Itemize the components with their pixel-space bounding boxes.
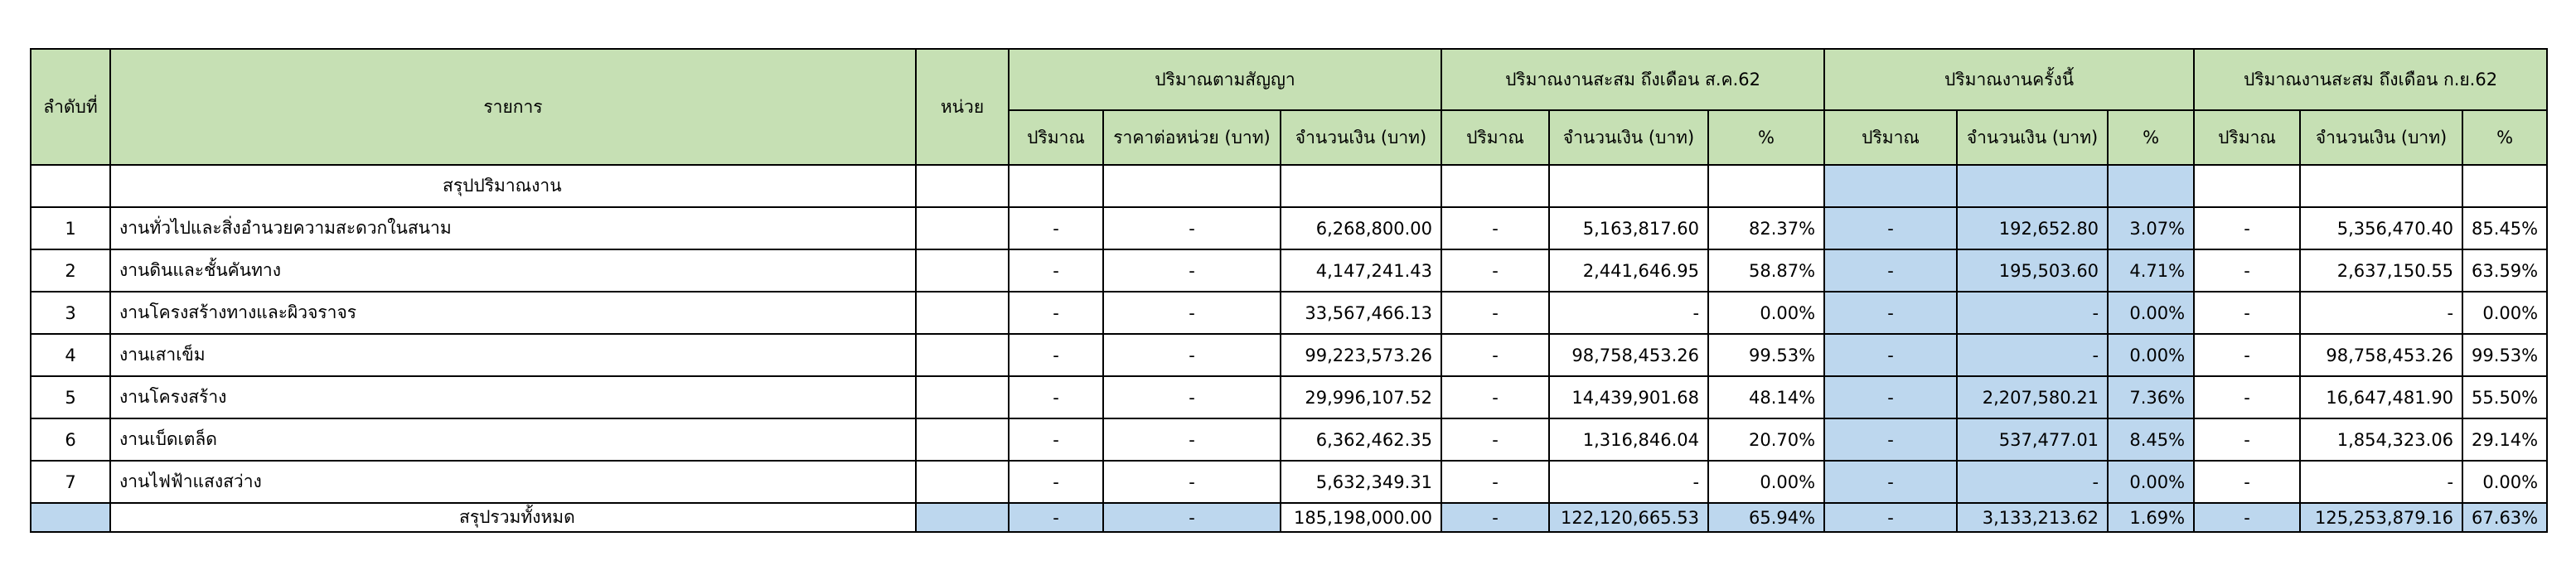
row-number: 7	[31, 461, 110, 503]
table-row	[31, 418, 2547, 461]
this-pct: 7.36%	[2108, 376, 2194, 418]
summary-label-row	[31, 165, 2547, 207]
header-group-prev-cumulative: ปริมาณงานสะสม ถึงเดือน ส.ค.62	[1441, 49, 1824, 110]
total-prev-pct: 65.94%	[1708, 503, 1824, 532]
total-cum-qty: -	[2194, 503, 2300, 532]
prev-amount: 14,439,901.68	[1549, 376, 1708, 418]
cum-amount: 98,758,453.26	[2300, 334, 2462, 376]
prev-amount: 2,441,646.95	[1549, 249, 1708, 292]
total-this-qty: -	[1824, 503, 1957, 532]
this-amount: 192,652.80	[1957, 207, 2108, 249]
total-this-amount: 3,133,213.62	[1957, 503, 2108, 532]
contract-amount: 33,567,466.13	[1281, 292, 1441, 334]
table-row	[31, 376, 2547, 418]
cell-empty	[1281, 165, 1441, 207]
prev-qty: -	[1441, 418, 1549, 461]
table-row	[31, 334, 2547, 376]
contract-amount: 99,223,573.26	[1281, 334, 1441, 376]
prev-amount: 98,758,453.26	[1549, 334, 1708, 376]
table-body	[31, 165, 2547, 503]
cum-pct: 0.00%	[2462, 292, 2547, 334]
unit-cell	[916, 461, 1009, 503]
header-this-qty: ปริมาณ	[1824, 110, 1957, 165]
this-amount: -	[1957, 334, 2108, 376]
contract-qty: -	[1009, 418, 1103, 461]
cell-empty	[916, 165, 1009, 207]
cell-empty	[31, 165, 110, 207]
contract-unit-price: -	[1103, 376, 1281, 418]
prev-qty: -	[1441, 249, 1549, 292]
cum-amount: -	[2300, 461, 2462, 503]
this-qty: -	[1824, 207, 1957, 249]
item-name: งานดินและชั้นคันทาง	[110, 249, 916, 292]
contract-unit-price: -	[1103, 207, 1281, 249]
item-name: งานโครงสร้างทางและผิวจราจร	[110, 292, 916, 334]
prev-qty: -	[1441, 334, 1549, 376]
header-this-amount: จำนวนเงิน (บาท)	[1957, 110, 2108, 165]
cum-qty: -	[2194, 249, 2300, 292]
this-qty: -	[1824, 292, 1957, 334]
cell-empty	[1957, 165, 2108, 207]
header-cum-pct: %	[2462, 110, 2547, 165]
total-row	[31, 503, 2547, 532]
total-contract-qty: -	[1009, 503, 1103, 532]
this-amount: 2,207,580.21	[1957, 376, 2108, 418]
table-row	[31, 249, 2547, 292]
row-number: 5	[31, 376, 110, 418]
this-amount: 537,477.01	[1957, 418, 2108, 461]
prev-qty: -	[1441, 461, 1549, 503]
header-group-this-period: ปริมาณงานครั้งนี้	[1824, 49, 2194, 110]
this-amount: -	[1957, 461, 2108, 503]
unit-cell	[916, 207, 1009, 249]
cell-empty	[1441, 165, 1549, 207]
cell-empty	[2108, 165, 2194, 207]
cum-amount: 5,356,470.40	[2300, 207, 2462, 249]
unit-cell	[916, 376, 1009, 418]
unit-cell	[916, 334, 1009, 376]
total-unit-cell	[916, 503, 1009, 532]
this-pct: 0.00%	[2108, 461, 2194, 503]
this-qty: -	[1824, 334, 1957, 376]
prev-pct: 58.87%	[1708, 249, 1824, 292]
unit-cell	[916, 249, 1009, 292]
prev-amount: -	[1549, 461, 1708, 503]
prev-pct: 0.00%	[1708, 292, 1824, 334]
prev-qty: -	[1441, 376, 1549, 418]
prev-amount: 1,316,846.04	[1549, 418, 1708, 461]
cum-pct: 63.59%	[2462, 249, 2547, 292]
unit-cell	[916, 292, 1009, 334]
item-name: งานไฟฟ้าแสงสว่าง	[110, 461, 916, 503]
prev-amount: 5,163,817.60	[1549, 207, 1708, 249]
contract-qty: -	[1009, 249, 1103, 292]
cell-empty	[2194, 165, 2300, 207]
this-qty: -	[1824, 418, 1957, 461]
total-cum-pct: 67.63%	[2462, 503, 2547, 532]
header-cum-amount: จำนวนเงิน (บาท)	[2300, 110, 2462, 165]
total-prev-amount: 122,120,665.53	[1549, 503, 1708, 532]
this-amount: 195,503.60	[1957, 249, 2108, 292]
total-cum-amount: 125,253,879.16	[2300, 503, 2462, 532]
row-number: 3	[31, 292, 110, 334]
cum-amount: 1,854,323.06	[2300, 418, 2462, 461]
prev-pct: 20.70%	[1708, 418, 1824, 461]
total-seq-cell	[31, 503, 110, 532]
cum-qty: -	[2194, 207, 2300, 249]
this-qty: -	[1824, 376, 1957, 418]
contract-qty: -	[1009, 334, 1103, 376]
this-qty: -	[1824, 249, 1957, 292]
contract-unit-price: -	[1103, 292, 1281, 334]
contract-qty: -	[1009, 461, 1103, 503]
cell-empty	[1824, 165, 1957, 207]
item-name: งานทั่วไปและสิ่งอำนวยความสะดวกในสนาม	[110, 207, 916, 249]
header-item: รายการ	[110, 49, 916, 165]
cum-qty: -	[2194, 461, 2300, 503]
header-contract-qty: ปริมาณ	[1009, 110, 1103, 165]
progress-table	[30, 48, 2548, 533]
header-cum-qty: ปริมาณ	[2194, 110, 2300, 165]
header-prev-pct: %	[1708, 110, 1824, 165]
cum-qty: -	[2194, 418, 2300, 461]
cum-qty: -	[2194, 376, 2300, 418]
total-contract-amount: 185,198,000.00	[1281, 503, 1441, 532]
cell-empty	[1103, 165, 1281, 207]
header-group-contract: ปริมาณตามสัญญา	[1009, 49, 1441, 110]
row-number: 4	[31, 334, 110, 376]
cum-pct: 0.00%	[2462, 461, 2547, 503]
header-contract-amount: จำนวนเงิน (บาท)	[1281, 110, 1441, 165]
header-contract-unit-price: ราคาต่อหน่วย (บาท)	[1103, 110, 1281, 165]
contract-amount: 5,632,349.31	[1281, 461, 1441, 503]
cum-pct: 99.53%	[2462, 334, 2547, 376]
prev-qty: -	[1441, 292, 1549, 334]
this-qty: -	[1824, 461, 1957, 503]
prev-pct: 99.53%	[1708, 334, 1824, 376]
item-name: งานโครงสร้าง	[110, 376, 916, 418]
prev-pct: 82.37%	[1708, 207, 1824, 249]
prev-pct: 0.00%	[1708, 461, 1824, 503]
item-name: งานเสาเข็ม	[110, 334, 916, 376]
this-pct: 4.71%	[2108, 249, 2194, 292]
this-pct: 0.00%	[2108, 334, 2194, 376]
header-group-cumulative: ปริมาณงานสะสม ถึงเดือน ก.ย.62	[2194, 49, 2547, 110]
contract-unit-price: -	[1103, 249, 1281, 292]
contract-qty: -	[1009, 292, 1103, 334]
table-row	[31, 461, 2547, 503]
unit-cell	[916, 418, 1009, 461]
cell-empty	[1708, 165, 1824, 207]
cum-pct: 29.14%	[2462, 418, 2547, 461]
header-this-pct: %	[2108, 110, 2194, 165]
cum-qty: -	[2194, 292, 2300, 334]
cell-empty	[2300, 165, 2462, 207]
contract-amount: 6,362,462.35	[1281, 418, 1441, 461]
total-label: สรุปรวมทั้งหมด	[110, 503, 916, 532]
header-seq: ลำดับที่	[31, 49, 110, 165]
contract-amount: 6,268,800.00	[1281, 207, 1441, 249]
this-pct: 3.07%	[2108, 207, 2194, 249]
table-row	[31, 207, 2547, 249]
cum-pct: 85.45%	[2462, 207, 2547, 249]
total-this-pct: 1.69%	[2108, 503, 2194, 532]
this-amount: -	[1957, 292, 2108, 334]
contract-unit-price: -	[1103, 461, 1281, 503]
cum-amount: 2,637,150.55	[2300, 249, 2462, 292]
total-contract-price: -	[1103, 503, 1281, 532]
cell-empty	[1009, 165, 1103, 207]
cell-empty	[1549, 165, 1708, 207]
contract-amount: 29,996,107.52	[1281, 376, 1441, 418]
contract-amount: 4,147,241.43	[1281, 249, 1441, 292]
item-name: งานเบ็ดเตล็ด	[110, 418, 916, 461]
header-prev-amount: จำนวนเงิน (บาท)	[1549, 110, 1708, 165]
prev-qty: -	[1441, 207, 1549, 249]
this-pct: 8.45%	[2108, 418, 2194, 461]
this-pct: 0.00%	[2108, 292, 2194, 334]
contract-qty: -	[1009, 376, 1103, 418]
prev-pct: 48.14%	[1708, 376, 1824, 418]
table-header	[31, 49, 2547, 165]
total-prev-qty: -	[1441, 503, 1549, 532]
prev-amount: -	[1549, 292, 1708, 334]
cell-empty	[2462, 165, 2547, 207]
row-number: 2	[31, 249, 110, 292]
table-row	[31, 292, 2547, 334]
cum-amount: 16,647,481.90	[2300, 376, 2462, 418]
header-prev-qty: ปริมาณ	[1441, 110, 1549, 165]
contract-unit-price: -	[1103, 334, 1281, 376]
header-unit: หน่วย	[916, 49, 1009, 165]
contract-unit-price: -	[1103, 418, 1281, 461]
contract-qty: -	[1009, 207, 1103, 249]
cum-pct: 55.50%	[2462, 376, 2547, 418]
cum-qty: -	[2194, 334, 2300, 376]
cum-amount: -	[2300, 292, 2462, 334]
row-number: 1	[31, 207, 110, 249]
summary-label: สรุปปริมาณงาน	[110, 165, 916, 207]
row-number: 6	[31, 418, 110, 461]
